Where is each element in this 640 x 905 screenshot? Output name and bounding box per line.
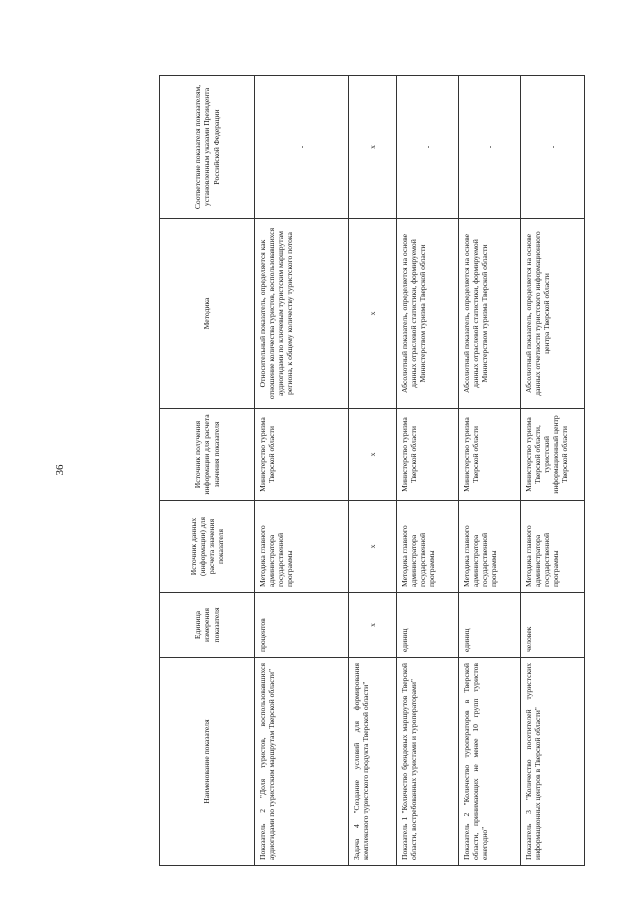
row-info-source: Министерство туризма Тверской области, туристский информационный центр Тверской области	[521, 409, 585, 501]
header-info-source: Источник получения информации для расчета значения показателя	[160, 409, 255, 501]
header-methodology: Методика	[160, 219, 255, 409]
row-correspondence: x	[349, 76, 397, 219]
row-correspondence: -	[521, 76, 585, 219]
row-data-source: x	[349, 501, 397, 593]
row-name: Задача 4 "Создание условий для формирования комплексного туристского продукта Тверской области"	[349, 658, 397, 866]
row-unit: процентов	[255, 593, 349, 658]
indicator-table	[159, 75, 585, 866]
row-info-source: Министерство туризма Тверской области	[459, 409, 521, 501]
table-row	[255, 76, 349, 866]
row-info-source: Министерство туризма Тверской области	[255, 409, 349, 501]
row-name: Показатель 2 "Доля туристов, воспользовавшихся аудиогидами по туристским маршрутам Тверской области"	[255, 658, 349, 866]
row-data-source: Методика главного администратора государственной программы	[397, 501, 459, 593]
table-row	[349, 76, 397, 866]
row-correspondence: -	[255, 76, 349, 219]
row-unit: x	[349, 593, 397, 658]
row-data-source: Методика главного администратора государственной программы	[255, 501, 349, 593]
row-name: Показатель 3 "Количество посетителей туристских информационных центров в Тверской области"	[521, 658, 585, 866]
row-name: Показатель 1 "Количество брендовых маршрутов Тверской области, востребованных туристами и туроператорами"	[397, 658, 459, 866]
row-methodology: x	[349, 219, 397, 409]
row-unit: человек	[521, 593, 585, 658]
page-number: 36	[54, 464, 66, 476]
row-correspondence: -	[397, 76, 459, 219]
row-name: Показатель 2 "Количество туроператоров в Тверской области, принимающих не менее 10 групп туристов ежегодно"	[459, 658, 521, 866]
table-row	[521, 76, 585, 866]
table-row	[397, 76, 459, 866]
table-row	[459, 76, 521, 866]
table-header	[160, 76, 255, 866]
header-correspondence: Соответствие показателя показателям, установленным указами Президента Российской Федерации	[160, 76, 255, 219]
row-methodology: Абсолютный показатель, определяется на основе данных отчетности туристского информационного центра Тверской области	[521, 219, 585, 409]
header-row	[160, 76, 255, 866]
row-methodology: Абсолютный показатель, определяется на основе данных отраслевой статистики, формируемой Министерством туризма Тверской области	[397, 219, 459, 409]
table-body	[255, 76, 585, 866]
header-name: Наименование показателя	[160, 658, 255, 866]
row-unit: единиц	[397, 593, 459, 658]
indicator-table-wrapper	[159, 76, 584, 866]
row-unit: единиц	[459, 593, 521, 658]
header-data-source: Источник данных (информации) для расчета значения показателя	[160, 501, 255, 593]
row-correspondence: -	[459, 76, 521, 219]
row-methodology: Относительный показатель, определяется как отношение количества туристов, воспользовавшихся аудиогидами по ключевым туристским маршрутам региона, к общему количеству туристского потока	[255, 219, 349, 409]
row-methodology: Абсолютный показатель, определяется на основе данных отраслевой статистики, формируемой Министерством туризма Тверской области	[459, 219, 521, 409]
row-data-source: Методика главного администратора государственной программы	[459, 501, 521, 593]
header-unit: Единица измерения показателя	[160, 593, 255, 658]
row-info-source: x	[349, 409, 397, 501]
row-info-source: Министерство туризма Тверской области	[397, 409, 459, 501]
row-data-source: Методика главного администратора государственной программы	[521, 501, 585, 593]
